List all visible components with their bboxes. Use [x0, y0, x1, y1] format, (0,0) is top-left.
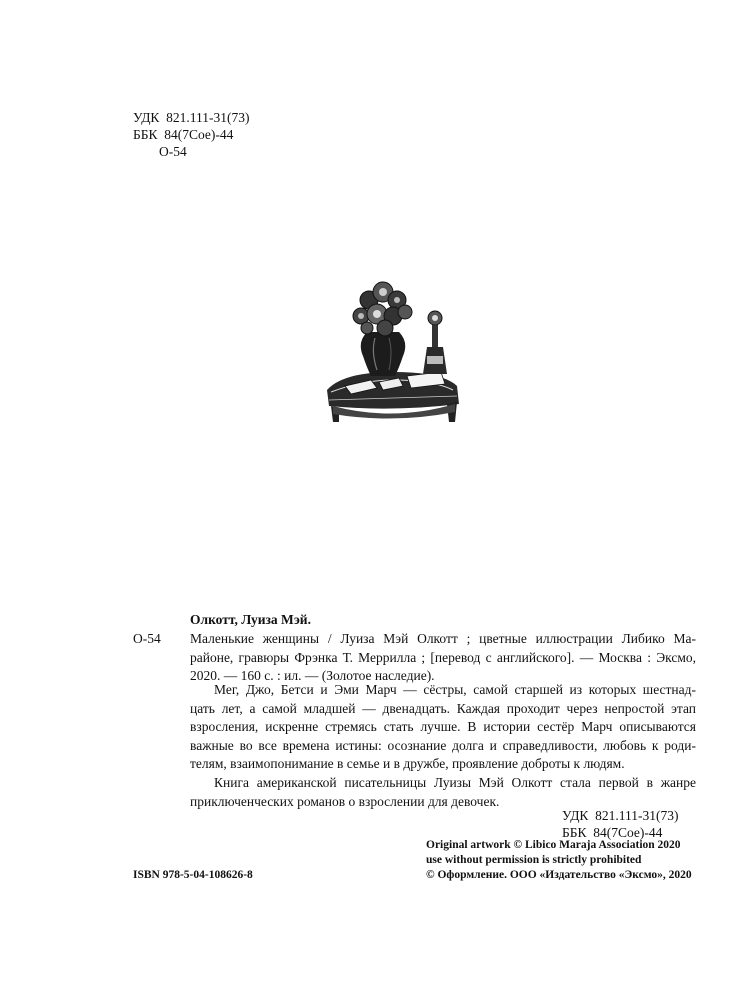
record-line-3: 2020. — 160 с. : ил. — (Золотое наследие). — [190, 668, 435, 684]
bbk-bottom: ББК 84(7Сое)-44 — [562, 825, 663, 840]
record-line-2: районе, гравюры Фрэнка Т. Меррилла ; [перевод с английского]. — Москва : Эксмо, — [190, 649, 696, 665]
annotation — [190, 681, 696, 811]
copyright-line-3: © Оформление. ООО «Издательство «Эксмо», 2020 — [426, 869, 692, 881]
annotation-line-1: Мег, Джо, Бетси и Эми Марч — сёстры, самой старшей из которых шестнад- — [214, 682, 696, 697]
udk-top: УДК 821.111-31(73) — [133, 110, 250, 125]
record-author-code: О-54 — [133, 631, 161, 646]
annotation-line-2: цать лет, а самой младшей — двенадцать. Каждая проходит через непростой этап — [190, 700, 696, 716]
annotation-line-7: приключенческих романов о взрослении для девочек. — [190, 793, 500, 809]
isbn: ISBN 978-5-04-108626-8 — [133, 869, 253, 881]
record-author: Олкотт, Луиза Мэй. — [190, 612, 311, 627]
annotation-line-6: Книга американской писательницы Луизы Мэй Олкотт стала первой в жанре — [214, 774, 696, 790]
copyright-line-1: Original artwork © Libico Maraja Association 2020 — [426, 839, 681, 851]
copyright-line-2: use without permission is strictly prohibited — [426, 854, 642, 866]
annotation-line-4: важные во все времена истины: осознание долга и справедливости, любовь к роди- — [190, 737, 696, 753]
author-code-top: О-54 — [159, 144, 187, 159]
annotation-line-3: взросления, искренне стремясь стать лучше. В истории сестёр Марч описываются — [190, 719, 696, 735]
record-description — [190, 630, 696, 686]
bbk-top: ББК 84(7Сое)-44 — [133, 127, 234, 142]
annotation-line-5: телям, взаимопонимание в семье и в дружбе, проявление доброты к людям. — [190, 756, 625, 772]
udk-bottom: УДК 821.111-31(73) — [562, 808, 679, 823]
record-line-1: Маленькие женщины / Луиза Мэй Олкотт ; цветные иллюстрации Либико Ма- — [190, 631, 696, 646]
engraving-vase-flowers-icon — [323, 272, 461, 424]
